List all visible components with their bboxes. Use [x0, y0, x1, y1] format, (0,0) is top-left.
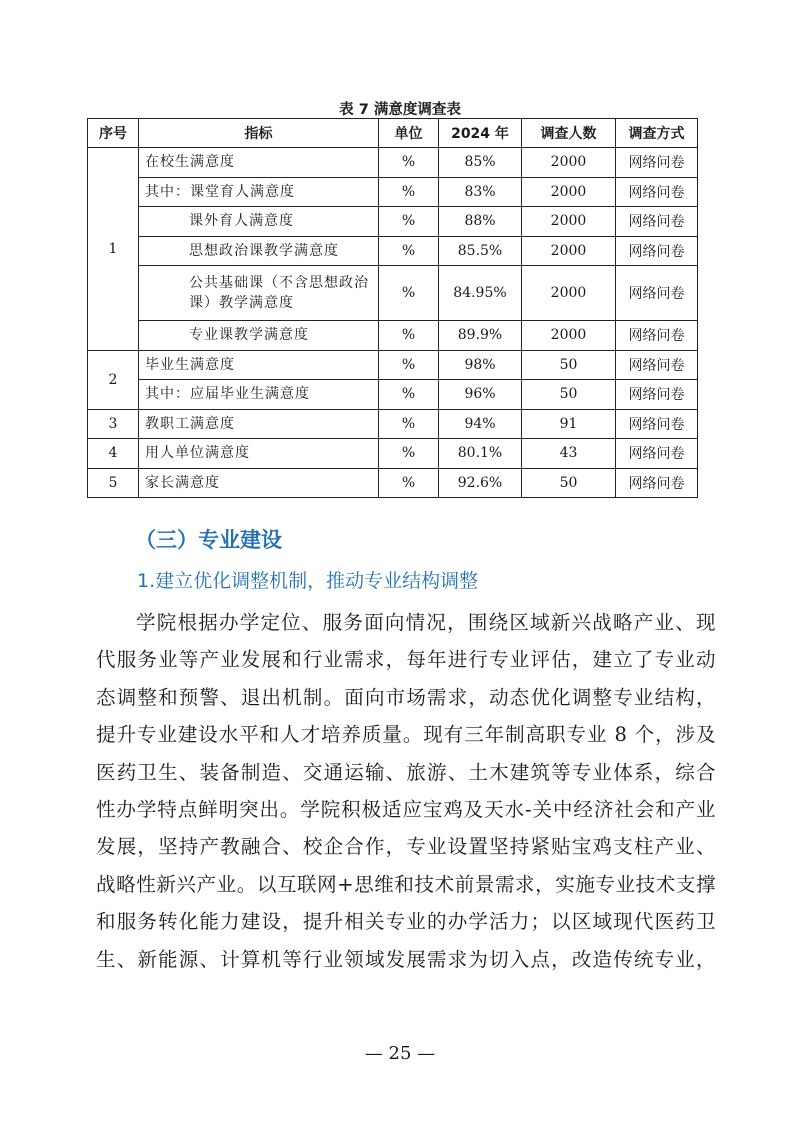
- table-row: [88, 177, 698, 207]
- table-row: [88, 321, 698, 351]
- method-cell: 网络问卷: [616, 207, 698, 237]
- value-cell: 80.1%: [439, 439, 522, 469]
- section-heading: （三）专业建设: [135, 528, 282, 552]
- indicator-cell: 专业课教学满意度: [139, 321, 379, 351]
- indicator-cell: 在校生满意度: [139, 148, 379, 178]
- unit-cell: %: [379, 321, 439, 351]
- method-cell: 网络问卷: [616, 468, 698, 498]
- count-cell: 50: [522, 468, 616, 498]
- paragraph-line: 战略性新兴产业。以互联网+思维和技术前景需求，实施专业技术支撑: [96, 872, 716, 896]
- method-cell: 网络问卷: [616, 321, 698, 351]
- count-cell: 2000: [522, 148, 616, 178]
- method-cell: 网络问卷: [616, 350, 698, 380]
- paragraph-line: 提升专业建设水平和人才培养质量。现有三年制高职专业 8 个，涉及: [96, 723, 716, 747]
- value-cell: 83%: [439, 177, 522, 207]
- seq-cell: 4: [88, 439, 139, 469]
- paragraph-line: 性办学特点鲜明突出。学院积极适应宝鸡及天水-关中经济社会和产业: [96, 797, 716, 821]
- table-row: [88, 207, 698, 237]
- seq-cell: 3: [88, 409, 139, 439]
- header-method: 调查方式: [616, 119, 698, 148]
- value-cell: 88%: [439, 207, 522, 237]
- body-paragraph: [96, 604, 716, 978]
- unit-cell: %: [379, 266, 439, 321]
- table-row: [88, 468, 698, 498]
- unit-cell: %: [379, 468, 439, 498]
- paragraph-line: 生、新能源、计算机等行业领域发展需求为切入点，改造传统专业，: [96, 947, 716, 971]
- count-cell: 43: [522, 439, 616, 469]
- method-cell: 网络问卷: [616, 266, 698, 321]
- paragraph-line: 发展，坚持产教融合、校企合作，专业设置坚持紧贴宝鸡支柱产业、: [96, 835, 716, 859]
- method-cell: 网络问卷: [616, 177, 698, 207]
- satisfaction-table: [87, 118, 698, 498]
- indicator-cell: 家长满意度: [139, 468, 379, 498]
- value-cell: 96%: [439, 380, 522, 410]
- value-cell: 89.9%: [439, 321, 522, 351]
- indicator-cell: 用人单位满意度: [139, 439, 379, 469]
- method-cell: 网络问卷: [616, 148, 698, 178]
- method-cell: 网络问卷: [616, 236, 698, 266]
- paragraph-line: 代服务业等产业发展和行业需求，每年进行专业评估，建立了专业动: [96, 648, 716, 672]
- count-cell: 50: [522, 350, 616, 380]
- indicator-cell: 教职工满意度: [139, 409, 379, 439]
- table-caption: 表 7 满意度调查表: [339, 102, 461, 118]
- table-header-row: [88, 119, 698, 148]
- count-cell: 2000: [522, 236, 616, 266]
- paragraph-line: 学院根据办学定位、服务面向情况，围绕区域新兴战略产业、现: [136, 611, 716, 634]
- table-row: [88, 439, 698, 469]
- header-unit: 单位: [379, 119, 439, 148]
- table-row: [88, 148, 698, 178]
- value-cell: 92.6%: [439, 468, 522, 498]
- unit-cell: %: [379, 439, 439, 469]
- seq-cell: 2: [88, 350, 139, 409]
- unit-cell: %: [379, 207, 439, 237]
- indicator-cell: 其中：课堂育人满意度: [139, 177, 379, 207]
- indicator-cell: 思想政治课教学满意度: [139, 236, 379, 266]
- indicator-cell: 其中：应届毕业生满意度: [139, 380, 379, 410]
- count-cell: 91: [522, 409, 616, 439]
- indicator-cell: 公共基础课（不含思想政治课）教学满意度: [139, 266, 379, 321]
- paragraph-line: 和服务转化能力建设，提升相关专业的办学活力；以区域现代医药卫: [96, 910, 716, 934]
- count-cell: 2000: [522, 177, 616, 207]
- subsection-heading: 1.建立优化调整机制，推动专业结构调整: [137, 570, 479, 592]
- method-cell: 网络问卷: [616, 439, 698, 469]
- value-cell: 85.5%: [439, 236, 522, 266]
- table-row: [88, 236, 698, 266]
- table-row: [88, 350, 698, 380]
- value-cell: 94%: [439, 409, 522, 439]
- indicator-cell: 课外育人满意度: [139, 207, 379, 237]
- unit-cell: %: [379, 236, 439, 266]
- header-indicator: 指标: [139, 119, 379, 148]
- value-cell: 98%: [439, 350, 522, 380]
- seq-cell: 5: [88, 468, 139, 498]
- unit-cell: %: [379, 380, 439, 410]
- indicator-cell: 毕业生满意度: [139, 350, 379, 380]
- count-cell: 2000: [522, 207, 616, 237]
- table-row: [88, 266, 698, 321]
- unit-cell: %: [379, 409, 439, 439]
- table-row: [88, 409, 698, 439]
- method-cell: 网络问卷: [616, 409, 698, 439]
- count-cell: 2000: [522, 266, 616, 321]
- header-year: 2024 年: [439, 119, 522, 148]
- value-cell: 84.95%: [439, 266, 522, 321]
- count-cell: 50: [522, 380, 616, 410]
- method-cell: 网络问卷: [616, 380, 698, 410]
- paragraph-line: 态调整和预警、退出机制。面向市场需求，动态优化调整专业结构，: [96, 685, 716, 709]
- paragraph-line: 医药卫生、装备制造、交通运输、旅游、土木建筑等专业体系，综合: [96, 760, 716, 784]
- value-cell: 85%: [439, 148, 522, 178]
- seq-cell: 1: [88, 148, 139, 351]
- page-number: — 25 —: [364, 1043, 436, 1064]
- count-cell: 2000: [522, 321, 616, 351]
- unit-cell: %: [379, 148, 439, 178]
- header-seq: 序号: [88, 119, 139, 148]
- unit-cell: %: [379, 350, 439, 380]
- table-row: [88, 380, 698, 410]
- unit-cell: %: [379, 177, 439, 207]
- header-count: 调查人数: [522, 119, 616, 148]
